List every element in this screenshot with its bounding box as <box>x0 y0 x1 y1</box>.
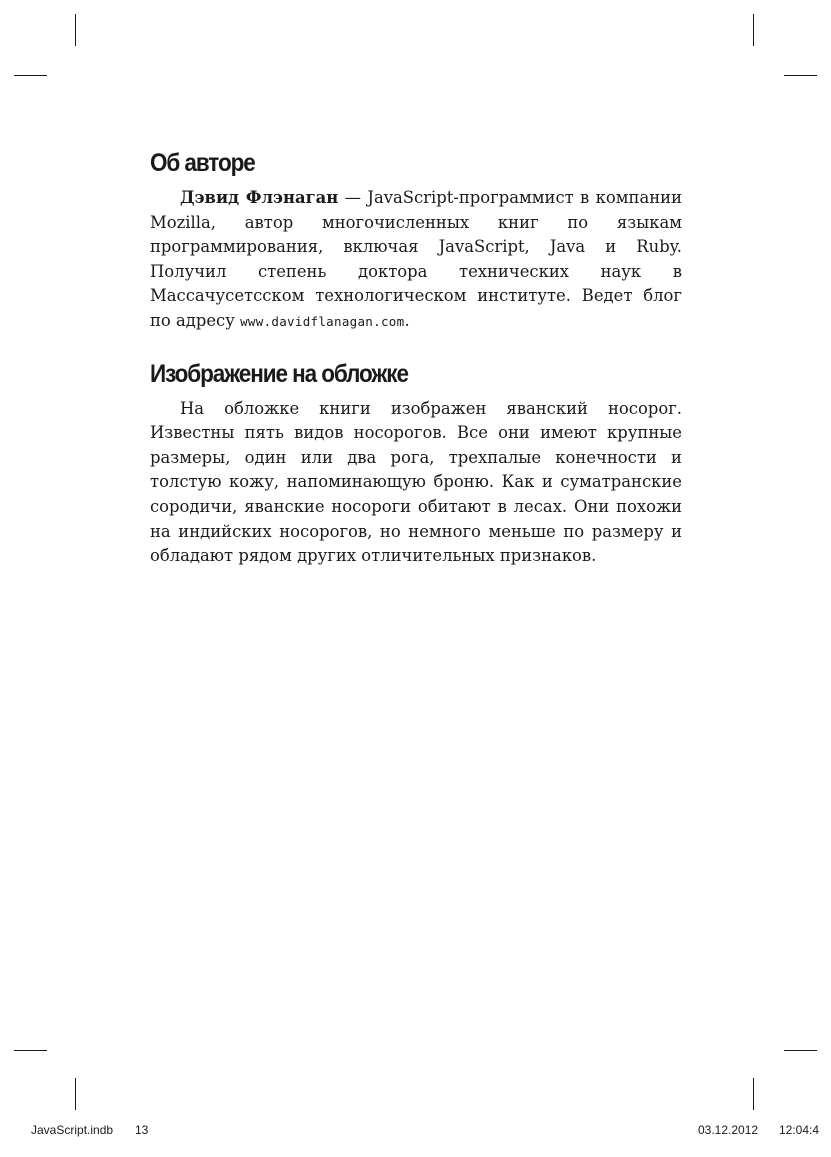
crop-mark-bottom-right-horizontal <box>784 1050 817 1051</box>
about-author-heading: Об авторе <box>150 149 255 177</box>
crop-mark-top-right-horizontal <box>784 75 817 76</box>
author-bio-end: . <box>404 310 410 330</box>
cover-image-heading: Изображение на обложке <box>150 359 408 388</box>
crop-mark-bottom-left-vertical <box>75 1078 76 1110</box>
footer-date: 03.12.2012 <box>698 1123 759 1137</box>
footer-time: 12:04:4 <box>779 1123 820 1137</box>
footer-file-name: JavaScript.indb <box>31 1123 114 1137</box>
cover-image-paragraph: На обложке книги изображен яванский носорог. Известны пять видов носорогов. Все они имеют крупные размеры, один или два рога, трехпалые конечности и толстую кожу, напоминающую броню. Как и суматранские сородичи, яванские носороги обитают в лесах. Они похожи на индийских носорогов, но немного меньше по размеру и обладают рядом других отличительных признаков. <box>150 398 682 566</box>
cover-image-section <box>150 357 682 569</box>
about-author-paragraph <box>150 186 682 335</box>
author-bio-text: — JavaScript-программист в компании Mozilla, автор многочисленных книг по языкам программирования, включая JavaScript, Java и Ruby. Получил степень доктора технических наук в Массачусетсском технологическом институте. Ведет блог по адресу <box>150 188 682 330</box>
author-name: Дэвид Флэнаган <box>180 188 339 207</box>
crop-mark-bottom-left-horizontal <box>14 1050 47 1051</box>
about-author-section <box>150 146 682 335</box>
author-blog-url: www.davidflanagan.com <box>240 313 405 329</box>
page-content <box>150 146 682 569</box>
footer-page-number: 13 <box>135 1123 149 1137</box>
crop-mark-top-left-horizontal <box>14 75 47 76</box>
crop-mark-top-right-vertical <box>753 14 754 46</box>
crop-mark-top-left-vertical <box>75 14 76 46</box>
crop-mark-bottom-right-vertical <box>753 1078 754 1110</box>
